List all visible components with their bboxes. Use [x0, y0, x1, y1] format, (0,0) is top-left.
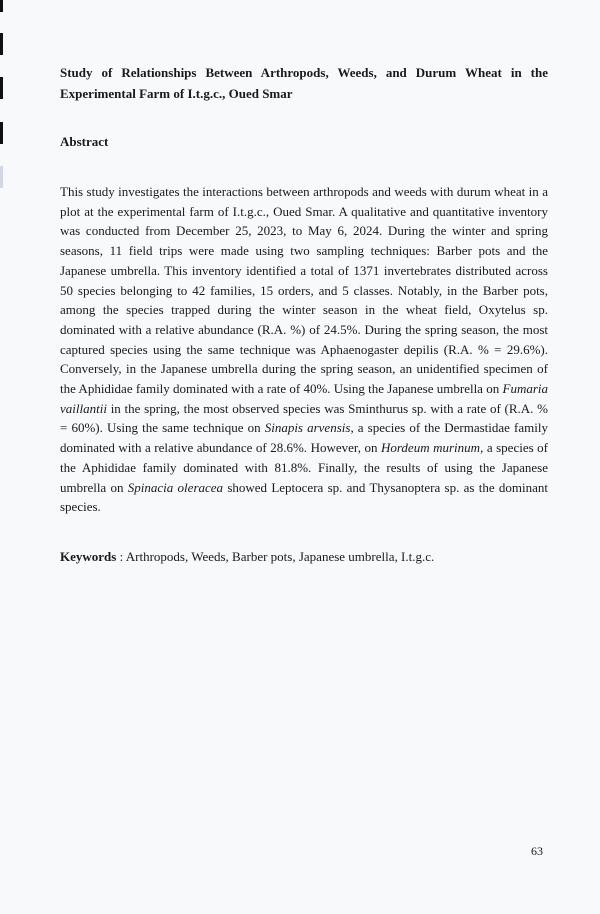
scan-edge-mark	[0, 122, 3, 144]
scan-edge-mark	[0, 33, 3, 55]
abstract-text: showed Leptocera sp. and Thysanoptera sp. as the dominant species.	[60, 479, 548, 515]
keywords-separator: :	[116, 548, 126, 564]
abstract-text: in the spring, the most observed species was Sminthurus sp. with a rate of (R.A. % = 60%). Using the same technique on	[60, 400, 548, 436]
paper-title	[60, 62, 548, 104]
page-number: 63	[531, 844, 543, 858]
keywords-list: Arthropods, Weeds, Barber pots, Japanese umbrella, I.t.g.c.	[125, 548, 435, 564]
keywords	[60, 549, 548, 565]
abstract-heading: Abstract	[60, 134, 109, 149]
abstract-text: , a species of the Dermastidae family dominated with a relative abundance of 28.6%. However, on	[60, 420, 548, 456]
species-name-spinacia: Spinacia oleracea	[127, 479, 224, 495]
scan-edge-mark	[0, 166, 3, 188]
keywords-label: Keywords	[60, 548, 117, 564]
abstract-text: , a species of the Aphididae family dominated with 81.8%. Finally, the results of using the Japanese umbrella on	[60, 440, 548, 495]
abstract-body	[60, 182, 548, 517]
paper-page	[60, 62, 548, 565]
abstract-text: This study investigates the interactions between arthropods and weeds with durum wheat in a plot at the experimental farm of I.t.g.c., Oued Smar. A qualitative and quantitative inventory was conducted from December 25, 2023, to May 6, 2024. During the winter and spring seasons, 11 field trips were made using two sampling techniques: Barber pots and the Japanese umbrella. This inventory identified a total of 1371 invertebrates distributed across 50 species belonging to 42 families, 15 orders, and 5 classes. Notably, in the Barber pots, among the species trapped during the winter season in the wheat field, Oxytelus sp. dominated with a relative abundance (R.A. %) of 24.5%. During the spring season, the most captured species using the same technique was Aphaenogaster depilis (R.A. % = 29.6%). Conversely, in the Japanese umbrella during the spring season, an unidentified specimen of the Aphididae family dominated with a rate of 40%. Using the Japanese umbrella on	[60, 184, 548, 397]
species-name-hordeum: Hordeum murinum	[380, 440, 481, 456]
scan-edge-mark	[0, 0, 3, 12]
scan-edge-mark	[0, 77, 3, 99]
paper-title-line-2: Experimental Farm of I.t.g.c., Oued Smar	[60, 86, 293, 101]
species-name-fumaria: Fumaria vaillantii	[60, 381, 548, 416]
paper-title-line-1: Study of Relationships Between Arthropods, Weeds, and Durum Wheat in the	[60, 65, 548, 80]
species-name-sinapis: Sinapis arvensis	[264, 420, 351, 436]
